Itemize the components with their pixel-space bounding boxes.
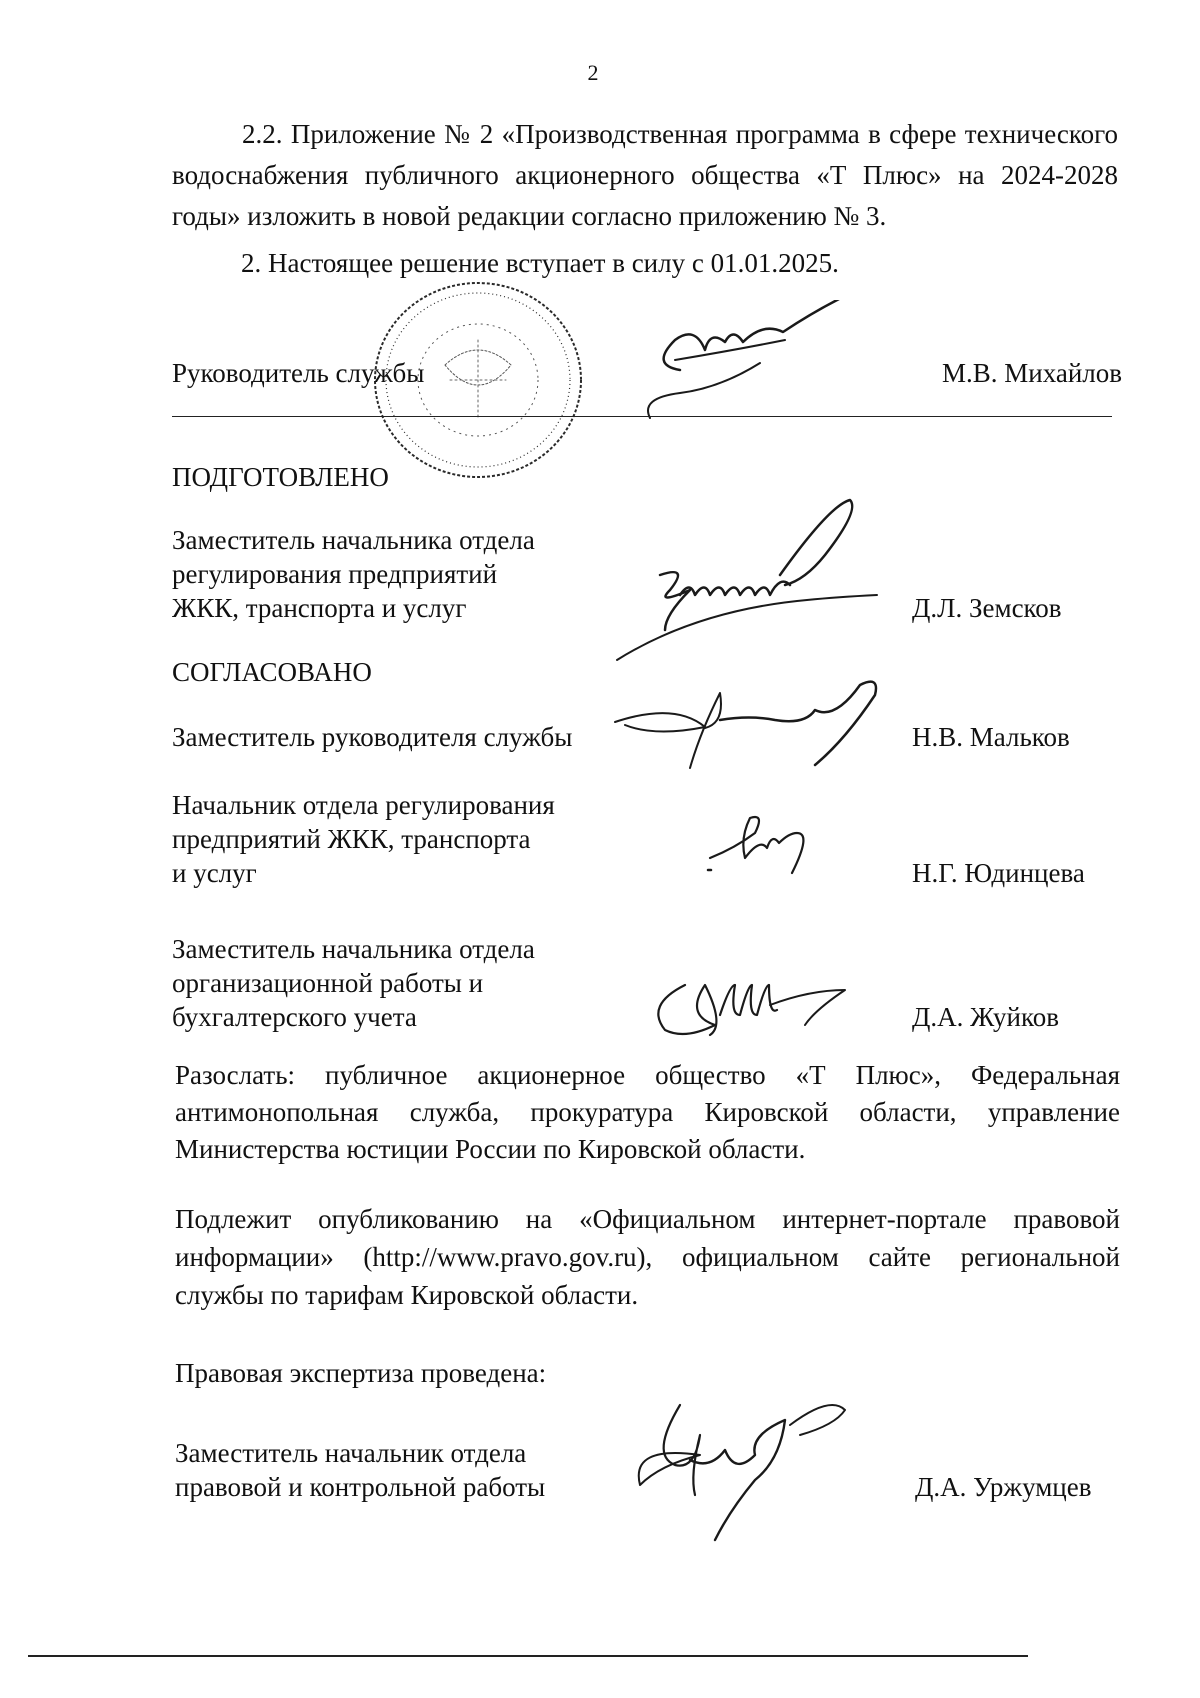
head-name: М.В. Михайлов — [942, 358, 1123, 388]
agreed-person-3-name: Д.А. Жуйков — [912, 1002, 1059, 1032]
agreed-person-3-role-line-3: бухгалтерского учета — [172, 1002, 417, 1032]
agreed-person-1-name: Н.В. Мальков — [912, 722, 1070, 752]
prepared-role-line-1: Заместитель начальника отдела — [172, 525, 535, 555]
prepared-role-line-3: ЖКК, транспорта и услуг — [172, 593, 467, 623]
bottom-divider — [28, 1655, 1028, 1657]
agreed-person-2-role-line-2: предприятий ЖКК, транспорта — [172, 824, 531, 854]
legal-role-line-2: правовой и контрольной работы — [175, 1472, 546, 1502]
legal-name: Д.А. Уржумцев — [915, 1472, 1092, 1502]
agreed-heading: СОГЛАСОВАНО — [172, 657, 372, 687]
agreed-person-1-role: Заместитель руководителя службы — [172, 722, 573, 752]
agreed-person-3-role-line-2: организационной работы и — [172, 968, 484, 998]
prepared-role-line-2: регулирования предприятий — [172, 559, 498, 589]
agreed-person-1-signature — [610, 680, 910, 790]
page-number: 2 — [587, 60, 599, 85]
prepared-heading: ПОДГОТОВЛЕНО — [172, 462, 389, 492]
prepared-signature — [605, 495, 905, 665]
agreed-person-3-role-line-1: Заместитель начальника отдела — [172, 934, 535, 964]
agreed-person-3-signature — [645, 965, 875, 1045]
legal-heading: Правовая экспертиза проведена: — [175, 1358, 547, 1388]
head-divider — [172, 416, 1112, 417]
clause-2: 2. Настоящее решение вступает в силу с 01.01.2025. — [241, 248, 839, 278]
head-signature — [620, 300, 880, 430]
agreed-person-2-role-line-3: и услуг — [172, 858, 257, 888]
distribution: Разослать: публичное акционерное общество «Т Плюс», Федеральная антимонопольная служба, прокуратура Кировской области, управление Министерства юстиции России по Кировской области. — [175, 1060, 1120, 1164]
agreed-person-2-signature — [700, 800, 860, 880]
clause-2-2: 2.2. Приложение № 2 «Производственная программа в сфере технического водоснабжения публичного акционерного общества «Т Плюс» на 2024-2028 годы» изложить в новой редакции согласно приложению № 3. — [172, 119, 1118, 231]
head-role: Руководитель службы — [172, 358, 425, 388]
legal-signature — [630, 1390, 900, 1570]
agreed-person-2-role-line-1: Начальник отдела регулирования — [172, 790, 555, 820]
legal-role-line-1: Заместитель начальник отдела — [175, 1438, 527, 1468]
prepared-name: Д.Л. Земсков — [912, 593, 1062, 623]
publication: Подлежит опубликованию на «Официальном интернет-портале правовой информации» (http://www.pravo.gov.ru), официальном сайте региональной службы по тарифам Кировской области. — [175, 1204, 1120, 1310]
agreed-person-2-name: Н.Г. Юдинцева — [912, 858, 1085, 888]
